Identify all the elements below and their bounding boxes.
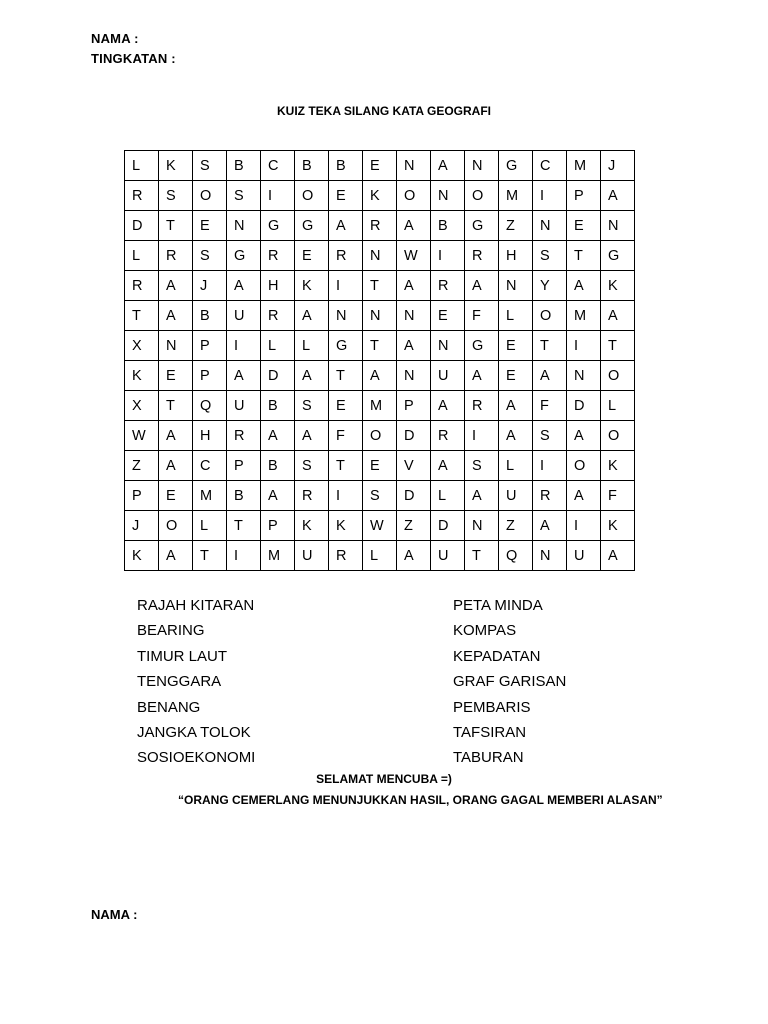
grid-cell: D: [397, 481, 431, 511]
grid-cell: O: [567, 451, 601, 481]
grid-cell: N: [397, 361, 431, 391]
grid-cell: G: [295, 211, 329, 241]
grid-cell: Z: [499, 511, 533, 541]
grid-cell: A: [499, 421, 533, 451]
grid-row: [125, 421, 635, 451]
word-list-item: PEMBARIS: [453, 698, 531, 716]
grid-cell: N: [465, 511, 499, 541]
grid-cell: R: [227, 421, 261, 451]
grid-cell: A: [567, 481, 601, 511]
grid-cell: U: [499, 481, 533, 511]
grid-cell: O: [533, 301, 567, 331]
grid-cell: R: [125, 181, 159, 211]
grid-cell: B: [261, 451, 295, 481]
word-list-left: [137, 596, 255, 774]
grid-cell: A: [295, 421, 329, 451]
grid-cell: X: [125, 391, 159, 421]
grid-cell: R: [431, 271, 465, 301]
grid-cell: A: [533, 361, 567, 391]
grid-cell: A: [533, 511, 567, 541]
grid-cell: D: [397, 421, 431, 451]
grid-cell: W: [125, 421, 159, 451]
grid-cell: P: [125, 481, 159, 511]
grid-cell: K: [159, 151, 193, 181]
grid-cell: E: [567, 211, 601, 241]
grid-cell: O: [363, 421, 397, 451]
footer-quote: “ORANG CEMERLANG MENUNJUKKAN HASIL, ORANG GAGAL MEMBERI ALASAN”: [178, 793, 663, 807]
grid-cell: R: [295, 481, 329, 511]
grid-cell: E: [329, 181, 363, 211]
grid-cell: G: [465, 211, 499, 241]
grid-cell: U: [295, 541, 329, 571]
grid-cell: A: [159, 271, 193, 301]
grid-cell: T: [159, 391, 193, 421]
grid-cell: S: [193, 241, 227, 271]
grid-cell: L: [499, 451, 533, 481]
grid-cell: A: [261, 481, 295, 511]
grid-cell: B: [329, 151, 363, 181]
grid-cell: O: [601, 421, 635, 451]
grid-row: [125, 511, 635, 541]
grid-cell: T: [125, 301, 159, 331]
grid-cell: H: [193, 421, 227, 451]
grid-cell: K: [601, 451, 635, 481]
grid-row: [125, 331, 635, 361]
grid-cell: L: [601, 391, 635, 421]
grid-cell: N: [397, 301, 431, 331]
grid-cell: A: [397, 331, 431, 361]
grid-cell: E: [431, 301, 465, 331]
grid-cell: A: [431, 151, 465, 181]
grid-row: [125, 181, 635, 211]
word-list-item: BENANG: [137, 698, 201, 716]
grid-cell: H: [261, 271, 295, 301]
grid-cell: B: [227, 151, 261, 181]
grid-cell: F: [533, 391, 567, 421]
word-list-item: KEPADATAN: [453, 647, 541, 665]
grid-cell: Q: [193, 391, 227, 421]
grid-row: [125, 241, 635, 271]
grid-cell: A: [431, 451, 465, 481]
grid-cell: C: [533, 151, 567, 181]
grid-cell: P: [567, 181, 601, 211]
grid-cell: A: [397, 541, 431, 571]
grid-cell: S: [465, 451, 499, 481]
grid-cell: I: [567, 511, 601, 541]
grid-cell: D: [261, 361, 295, 391]
grid-cell: A: [465, 361, 499, 391]
tingkatan-label: TINGKATAN :: [91, 51, 176, 66]
grid-cell: R: [533, 481, 567, 511]
grid-cell: H: [499, 241, 533, 271]
nama-label: NAMA :: [91, 31, 139, 46]
grid-cell: S: [533, 241, 567, 271]
grid-cell: B: [261, 391, 295, 421]
grid-cell: P: [227, 451, 261, 481]
word-list-item: BEARING: [137, 622, 205, 640]
grid-cell: G: [601, 241, 635, 271]
grid-cell: A: [601, 541, 635, 571]
grid-cell: U: [227, 391, 261, 421]
grid-cell: S: [363, 481, 397, 511]
grid-cell: L: [499, 301, 533, 331]
grid-cell: I: [533, 451, 567, 481]
grid-cell: C: [261, 151, 295, 181]
grid-cell: S: [193, 151, 227, 181]
grid-cell: M: [567, 151, 601, 181]
grid-cell: I: [567, 331, 601, 361]
grid-cell: S: [533, 421, 567, 451]
grid-cell: R: [465, 241, 499, 271]
grid-cell: C: [193, 451, 227, 481]
grid-cell: A: [465, 481, 499, 511]
word-list-item: PETA MINDA: [453, 597, 543, 614]
grid-cell: R: [329, 241, 363, 271]
grid-cell: D: [431, 511, 465, 541]
grid-cell: E: [363, 151, 397, 181]
grid-cell: S: [295, 451, 329, 481]
grid-cell: S: [227, 181, 261, 211]
grid-row: [125, 481, 635, 511]
grid-cell: W: [363, 511, 397, 541]
grid-cell: N: [533, 211, 567, 241]
grid-cell: I: [533, 181, 567, 211]
grid-cell: P: [193, 331, 227, 361]
grid-cell: E: [159, 481, 193, 511]
grid-cell: U: [431, 361, 465, 391]
grid-cell: M: [193, 481, 227, 511]
grid-cell: N: [363, 241, 397, 271]
grid-cell: J: [125, 511, 159, 541]
grid-cell: A: [397, 271, 431, 301]
grid-cell: L: [125, 241, 159, 271]
nama-label-bottom: NAMA :: [91, 907, 138, 922]
grid-cell: M: [261, 541, 295, 571]
grid-cell: K: [601, 511, 635, 541]
grid-cell: R: [431, 421, 465, 451]
grid-cell: K: [125, 361, 159, 391]
grid-cell: I: [465, 421, 499, 451]
word-list-item: TENGGARA: [137, 673, 222, 691]
word-search-grid: [124, 150, 635, 571]
grid-cell: T: [601, 331, 635, 361]
grid-cell: V: [397, 451, 431, 481]
word-list-item: RAJAH KITARAN: [137, 597, 255, 614]
grid-cell: A: [159, 301, 193, 331]
grid-cell: A: [227, 271, 261, 301]
grid-cell: T: [329, 361, 363, 391]
grid-cell: N: [499, 271, 533, 301]
grid-cell: N: [431, 331, 465, 361]
grid-cell: T: [363, 331, 397, 361]
grid-cell: B: [431, 211, 465, 241]
word-list-item: JANGKA TOLOK: [137, 723, 251, 741]
grid-cell: A: [159, 421, 193, 451]
grid-cell: Z: [125, 451, 159, 481]
grid-cell: P: [261, 511, 295, 541]
grid-cell: L: [295, 331, 329, 361]
word-list-item: TABURAN: [453, 749, 524, 767]
grid-cell: A: [567, 421, 601, 451]
grid-cell: O: [295, 181, 329, 211]
grid-cell: K: [295, 511, 329, 541]
grid-cell: F: [601, 481, 635, 511]
grid-cell: A: [601, 301, 635, 331]
grid-cell: G: [329, 331, 363, 361]
grid-cell: N: [465, 151, 499, 181]
grid-cell: O: [159, 511, 193, 541]
grid-cell: N: [159, 331, 193, 361]
grid-cell: Z: [397, 511, 431, 541]
grid-row: [125, 301, 635, 331]
footer-greeting: SELAMAT MENCUBA =): [316, 772, 452, 786]
grid-cell: J: [193, 271, 227, 301]
grid-cell: B: [227, 481, 261, 511]
grid-cell: T: [465, 541, 499, 571]
grid-cell: A: [567, 271, 601, 301]
grid-cell: M: [499, 181, 533, 211]
grid-cell: U: [227, 301, 261, 331]
grid-cell: N: [363, 301, 397, 331]
grid-cell: E: [193, 211, 227, 241]
grid-cell: P: [397, 391, 431, 421]
grid-cell: R: [329, 541, 363, 571]
grid-cell: N: [567, 361, 601, 391]
grid-cell: J: [601, 151, 635, 181]
grid-row: [125, 271, 635, 301]
grid-cell: E: [329, 391, 363, 421]
word-list-item: KOMPAS: [453, 622, 517, 640]
grid-cell: N: [227, 211, 261, 241]
word-list-item: SOSIOEKONOMI: [137, 749, 256, 767]
grid-row: [125, 541, 635, 571]
grid-cell: I: [329, 271, 363, 301]
grid-cell: Z: [499, 211, 533, 241]
grid-cell: T: [329, 451, 363, 481]
grid-row: [125, 451, 635, 481]
word-list-item: TAFSIRAN: [453, 723, 527, 741]
grid-cell: A: [499, 391, 533, 421]
word-list-item: GRAF GARISAN: [453, 673, 567, 691]
grid-cell: G: [499, 151, 533, 181]
grid-cell: E: [499, 331, 533, 361]
grid-cell: L: [431, 481, 465, 511]
grid-cell: R: [261, 301, 295, 331]
grid-cell: P: [193, 361, 227, 391]
grid-cell: N: [533, 541, 567, 571]
grid-cell: T: [159, 211, 193, 241]
grid-cell: K: [601, 271, 635, 301]
grid-cell: R: [465, 391, 499, 421]
grid-cell: M: [567, 301, 601, 331]
grid-cell: K: [125, 541, 159, 571]
grid-cell: K: [329, 511, 363, 541]
word-list-right: [453, 596, 566, 774]
grid-cell: A: [295, 301, 329, 331]
grid-cell: B: [193, 301, 227, 331]
grid-cell: A: [329, 211, 363, 241]
grid-cell: E: [363, 451, 397, 481]
grid-cell: A: [465, 271, 499, 301]
grid-cell: G: [465, 331, 499, 361]
grid-cell: T: [227, 511, 261, 541]
grid-cell: L: [363, 541, 397, 571]
grid-cell: A: [261, 421, 295, 451]
grid-cell: S: [159, 181, 193, 211]
grid-cell: I: [227, 541, 261, 571]
grid-cell: R: [159, 241, 193, 271]
grid-cell: I: [261, 181, 295, 211]
word-list-item: TIMUR LAUT: [137, 647, 227, 665]
grid-row: [125, 151, 635, 181]
grid-row: [125, 211, 635, 241]
grid-cell: K: [295, 271, 329, 301]
grid-cell: F: [329, 421, 363, 451]
grid-cell: E: [499, 361, 533, 391]
grid-cell: K: [363, 181, 397, 211]
grid-cell: T: [533, 331, 567, 361]
grid-cell: A: [159, 451, 193, 481]
grid-cell: A: [227, 361, 261, 391]
grid-cell: D: [125, 211, 159, 241]
grid-cell: A: [363, 361, 397, 391]
page-title: KUIZ TEKA SILANG KATA GEOGRAFI: [277, 104, 491, 118]
grid-cell: N: [397, 151, 431, 181]
grid-cell: W: [397, 241, 431, 271]
grid-cell: I: [227, 331, 261, 361]
grid-cell: F: [465, 301, 499, 331]
grid-cell: B: [295, 151, 329, 181]
grid-cell: A: [397, 211, 431, 241]
grid-cell: T: [193, 541, 227, 571]
grid-cell: I: [431, 241, 465, 271]
grid-cell: O: [397, 181, 431, 211]
grid-cell: T: [567, 241, 601, 271]
grid-cell: L: [193, 511, 227, 541]
grid-cell: O: [193, 181, 227, 211]
grid-cell: G: [227, 241, 261, 271]
grid-cell: S: [295, 391, 329, 421]
grid-cell: E: [295, 241, 329, 271]
grid-cell: E: [159, 361, 193, 391]
grid-row: [125, 391, 635, 421]
grid-cell: D: [567, 391, 601, 421]
grid-cell: Y: [533, 271, 567, 301]
grid-cell: L: [125, 151, 159, 181]
grid-cell: G: [261, 211, 295, 241]
grid-cell: A: [295, 361, 329, 391]
grid-cell: M: [363, 391, 397, 421]
grid-cell: O: [601, 361, 635, 391]
grid-cell: L: [261, 331, 295, 361]
grid-row: [125, 361, 635, 391]
grid-cell: Q: [499, 541, 533, 571]
grid-cell: A: [601, 181, 635, 211]
grid-cell: O: [465, 181, 499, 211]
grid-cell: R: [261, 241, 295, 271]
grid-cell: T: [363, 271, 397, 301]
grid-cell: A: [159, 541, 193, 571]
grid-cell: N: [329, 301, 363, 331]
grid-cell: N: [431, 181, 465, 211]
grid-cell: U: [567, 541, 601, 571]
grid-cell: A: [431, 391, 465, 421]
grid-cell: U: [431, 541, 465, 571]
grid-cell: R: [363, 211, 397, 241]
grid-cell: I: [329, 481, 363, 511]
grid-cell: X: [125, 331, 159, 361]
grid-cell: N: [601, 211, 635, 241]
grid-cell: R: [125, 271, 159, 301]
